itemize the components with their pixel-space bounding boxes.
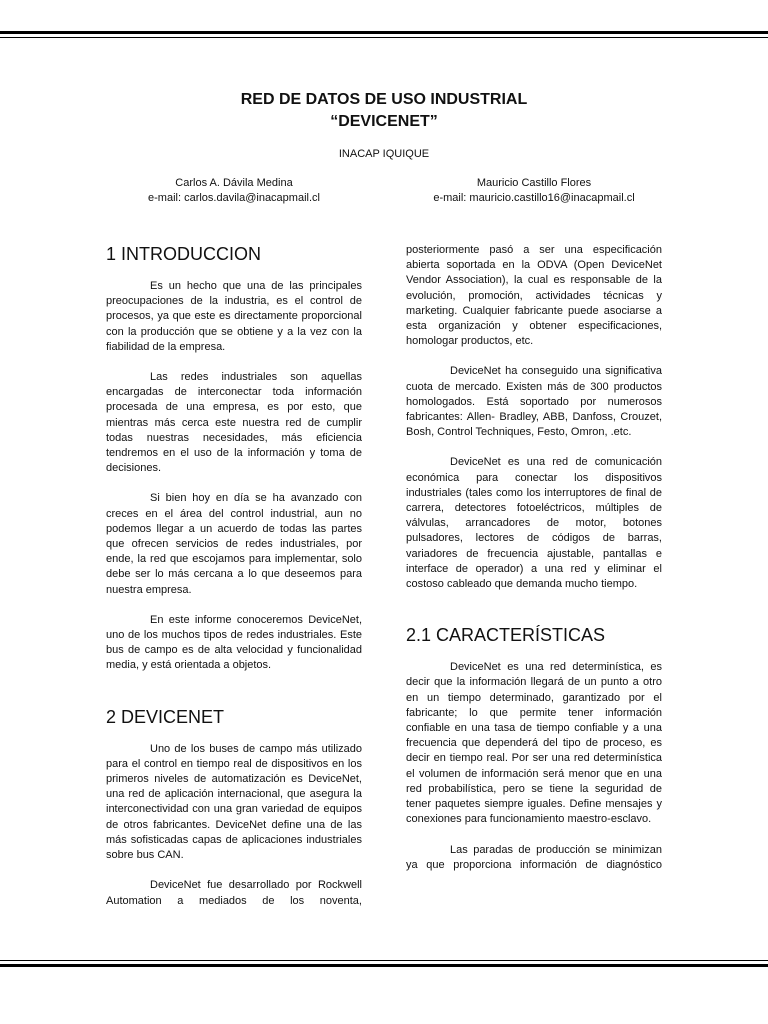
- author-name: Mauricio Castillo Flores: [476, 177, 592, 189]
- left-column: [106, 243, 362, 909]
- bottom-rule-thick: [0, 964, 768, 967]
- paragraph: Las redes industriales son aquellas encargadas de interconectar toda información procesada de una empresa, es por esto, que mientras más cerca este nuestra red de cumplir todas nuestras necesidades, más eficiencia tendremos en el uso de la información y toma de decisiones.: [106, 371, 362, 475]
- paragraph: Uno de los buses de campo más utilizado para el control en tiempo real de dispositivos en los primeros niveles de automatización es DeviceNet, una red de aplicación internacional, que asegura la interconectividad con una gran variedad de equipos de otros fabricantes. DeviceNet define una de las más sofisticadas capas de aplicaciones industriales sobre bus CAN.: [106, 742, 362, 862]
- affiliation: INACAP IQUIQUE: [338, 148, 430, 160]
- author-block-1: [84, 176, 384, 206]
- top-rule-thick: [0, 31, 768, 34]
- paper-title-line-1: RED DE DATOS DE USO INDUSTRIAL: [240, 91, 528, 108]
- section-heading-introduccion: 1 INTRODUCCION: [106, 244, 262, 264]
- top-rule-thin: [0, 37, 768, 38]
- author-block-2: [384, 176, 684, 206]
- right-column: [406, 243, 662, 873]
- section-heading-caracteristicas: 2.1 CARACTERÍSTICAS: [406, 625, 606, 646]
- paragraph: Si bien hoy en día se ha avanzado con creces en el área del control industrial, aun no podemos llegar a un acuerdo de todas las partes que ofrecen servicios de redes industriales, por ende, la red que escojamos para implementar, solo debe ser lo más cercana a lo que deseemos para nuestra empresa.: [106, 492, 362, 596]
- paragraph: DeviceNet fue desarrollado por Rockwell Automation a mediados de los noventa,: [106, 879, 362, 907]
- section-heading-devicenet: 2 DEVICENET: [106, 706, 225, 727]
- paragraph: Es un hecho que una de las principales preocupaciones de la industria, es el control de procesos, ya que este es directamente proporcional con la producción que se obtiene y a la vez con la fiabilidad de la empresa.: [106, 280, 362, 353]
- paragraph: En este informe conoceremos DeviceNet, uno de los muchos tipos de redes industriales. Este bus de campo es de alta velocidad y funcionalidad media, y está orientada a objetos.: [106, 613, 362, 672]
- paper-title-line-2: “DEVICENET”: [330, 113, 438, 130]
- paragraph: DeviceNet es una red determinística, es decir que la información llegará de un punto a otro en un tiempo determinado, garantizado por el fabricante; lo que permite tener información confiable en una tasa de tiempo confiable y a una frecuencia que dependerá del tipo de proceso, es decir en tiempo real. Por ser una red determinística el volumen de información será menor que en una red probabilística, pero se tiene la seguridad de tener paquetes siempre iguales. Define mensajes y conexiones para funcionamiento maestro-esclavo.: [406, 661, 662, 826]
- paragraph: posteriormente pasó a ser una especificación abierta soportada en la ODVA (Open DeviceNet Vendor Association), la cual es responsable de la evolución, promoción, actividades técnicas y marketing. Cualquier fabricante puede asociarse a esta organización y obtener especificaciones, homologar productos, etc.: [406, 244, 662, 348]
- author-email: e-mail: mauricio.castillo16@inacapmail.cl: [433, 192, 635, 204]
- author-name: Carlos A. Dávila Medina: [175, 177, 293, 189]
- author-email: e-mail: carlos.davila@inacapmail.cl: [148, 192, 320, 204]
- paragraph: DeviceNet ha conseguido una significativa cuota de mercado. Existen más de 300 productos homologados. Está soportado por numerosos fabricantes: Allen- Bradley, ABB, Danfoss, Crouzet, Bosh, Control Techniques, Festo, Omron, .etc.: [406, 365, 662, 439]
- paragraph: Las paradas de producción se minimizan ya que proporciona información de diagnóstico: [406, 843, 662, 871]
- bottom-rule-thin: [0, 960, 768, 961]
- paragraph: DeviceNet es una red de comunicación económica para conectar los dispositivos industriales (tales como los interruptores de final de carrera, detectores fotoeléctricos, múltiples de válvulas, arrancadores de motor, botones pulsadores, lectores de códigos de barras, variadores de frecuencia ajustable, pantallas e interface de operador) a una red y eliminar el costoso cableado que demanda mucho tiempo.: [406, 456, 662, 591]
